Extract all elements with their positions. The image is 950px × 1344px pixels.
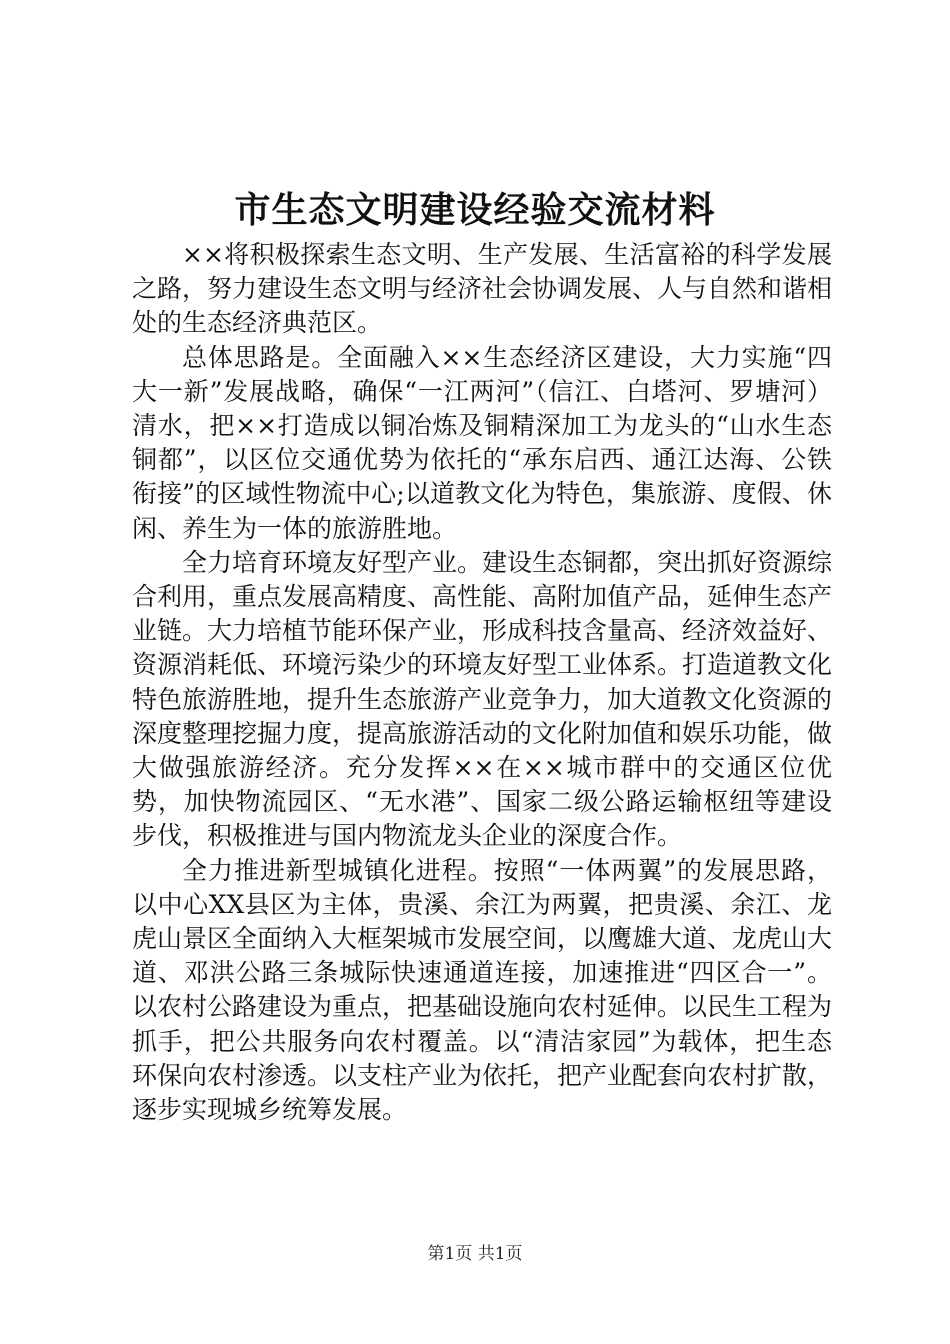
paragraph-intro: ××将积极探索生态文明、生产发展、生活富裕的科学发展之路，努力建设生态文明与经济社会协调发展、人与自然和谐相处的生态经济典范区。 <box>132 240 833 338</box>
paragraph-overall-approach: 总体思路是。全面融入××生态经济区建设，大力实施“四大一新”发展战略，确保“一江两河”（信江、白塔河、罗塘河）清水，把××打造成以铜冶炼及铜精深加工为龙头的“山水生态铜都”，以区位交通优势为依托的“承东启西、通江达海、公铁衔接”的区域性物流中心;以道教文化为特色，集旅游、度假、休闲、养生为一体的旅游胜地。 <box>132 342 832 543</box>
document-title: 市生态文明建设经验交流材料 <box>234 189 716 231</box>
document-body <box>132 238 832 1127</box>
paragraph-urbanization: 全力推进新型城镇化进程。按照“一体两翼”的发展思路，以中心XX县区为主体，贵溪、余江为两翼，把贵溪、余江、龙虎山景区全面纳入大框架城市发展空间，以鹰雄大道、龙虎山大道、邓洪公路三条城际快速通道连接，加速推进“四区合一”。以农村公路建设为重点，把基础设施向农村延伸。以民生工程为抓手，把公共服务向农村覆盖。以“清洁家园”为载体，把生态环保向农村渗透。以支柱产业为依托，把产业配套向农村扩散，逐步实现城乡统筹发展。 <box>132 855 833 1125</box>
paragraph-eco-industry: 全力培育环境友好型产业。建设生态铜都，突出抓好资源综合利用，重点发展高精度、高性能、高附加值产品，延伸生态产业链。大力培植节能环保产业，形成科技含量高、经济效益好、资源消耗低、环境污染少的环境友好型工业体系。打造道教文化特色旅游胜地，提升生态旅游产业竞争力，加大道教文化资源的深度整理挖掘力度，提高旅游活动的文化附加值和娱乐功能，做大做强旅游经济。充分发挥××在××城市群中的交通区位优势，加快物流园区、“无水港”、国家二级公路运输枢纽等建设步伐，积极推进与国内物流龙头企业的深度合作。 <box>132 547 833 851</box>
page-footer: 第1页 共1页 <box>427 1244 523 1264</box>
